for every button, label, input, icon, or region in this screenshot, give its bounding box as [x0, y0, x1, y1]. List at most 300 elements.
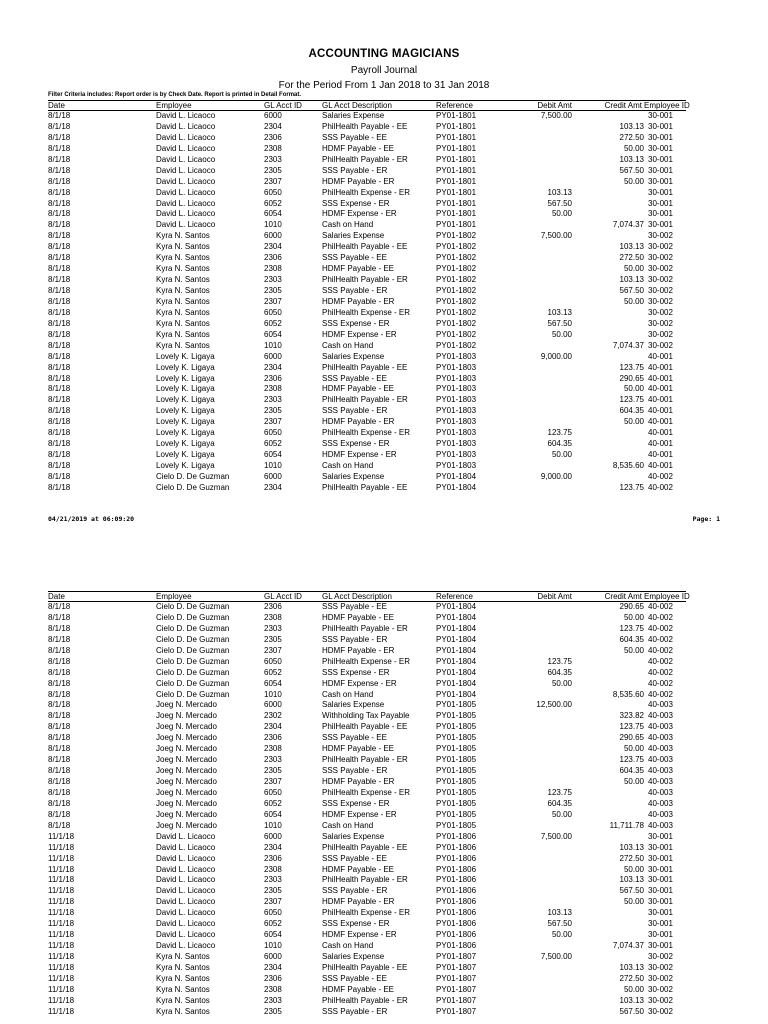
- cell-credit: 7,074.37: [612, 340, 644, 350]
- cell-gl-acct-description: SSS Payable - EE: [322, 602, 387, 611]
- cell-gl-acct-id: 2306: [264, 973, 282, 983]
- cell-employee-id: 40-001: [648, 406, 673, 416]
- cell-credit: 103.13: [619, 242, 644, 252]
- cell-reference: PY01-1807: [436, 984, 477, 994]
- cell-gl-acct-id: 2304: [264, 121, 282, 131]
- cell-employee: Kyra N. Santos: [156, 984, 210, 994]
- cell-gl-acct-description: PhilHealth Payable - EE: [322, 121, 408, 131]
- cell-credit: 290.65: [619, 733, 644, 743]
- cell-gl-acct-description: SSS Expense - ER: [322, 919, 390, 929]
- cell-date: 8/1/18: [48, 722, 71, 732]
- cell-gl-acct-description: HDMF Payable - ER: [322, 417, 395, 427]
- cell-date: 8/1/18: [48, 798, 71, 808]
- table-row: [48, 865, 686, 876]
- cell-debit: 9,000.00: [540, 351, 572, 361]
- table-row: [48, 341, 686, 352]
- table-row: [48, 352, 686, 363]
- cell-employee: David L. Licaoco: [156, 176, 216, 186]
- table-row: [48, 952, 686, 963]
- cell-reference: PY01-1802: [436, 307, 477, 317]
- cell-employee: Kyra N. Santos: [156, 318, 210, 328]
- cell-gl-acct-id: 6054: [264, 329, 282, 339]
- cell-reference: PY01-1806: [436, 930, 477, 940]
- table-row: [48, 821, 686, 832]
- table-row: [48, 209, 686, 220]
- cell-employee: Cielo D. De Guzman: [156, 678, 230, 688]
- cell-employee-id: 40-002: [648, 656, 673, 666]
- cell-debit: 7,500.00: [540, 231, 572, 241]
- table-row: [48, 330, 686, 341]
- table-row: [48, 963, 686, 974]
- cell-employee-id: 30-001: [648, 875, 673, 885]
- cell-gl-acct-description: HDMF Expense - ER: [322, 809, 397, 819]
- cell-gl-acct-description: SSS Payable - EE: [322, 853, 387, 863]
- cell-date: 8/1/18: [48, 111, 71, 120]
- cell-reference: PY01-1801: [436, 111, 477, 120]
- cell-employee: Cielo D. De Guzman: [156, 634, 230, 644]
- cell-gl-acct-description: PhilHealth Payable - ER: [322, 395, 408, 405]
- cell-reference: PY01-1806: [436, 941, 477, 951]
- table-body-page-1: [48, 111, 686, 494]
- cell-gl-acct-id: 6054: [264, 450, 282, 460]
- header-credit: Credit Amt: [604, 101, 642, 110]
- cell-date: 11/1/18: [48, 962, 75, 972]
- cell-reference: PY01-1805: [436, 755, 477, 765]
- cell-employee-id: 40-002: [648, 623, 673, 633]
- cell-reference: PY01-1802: [436, 318, 477, 328]
- cell-credit: 103.13: [619, 154, 644, 164]
- cell-credit: 50.00: [623, 264, 644, 274]
- table-row: [48, 308, 686, 319]
- cell-employee: David L. Licaoco: [156, 165, 216, 175]
- cell-gl-acct-description: Salaries Expense: [322, 111, 385, 120]
- cell-employee-id: 40-003: [648, 722, 673, 732]
- cell-gl-acct-description: PhilHealth Payable - EE: [322, 722, 408, 732]
- table-row: [48, 472, 686, 483]
- cell-employee: Cielo D. De Guzman: [156, 667, 230, 677]
- table-row: [48, 679, 686, 690]
- table-row: [48, 450, 686, 461]
- cell-reference: PY01-1805: [436, 809, 477, 819]
- cell-credit: 7,074.37: [612, 220, 644, 230]
- cell-employee: Joeg N. Mercado: [156, 798, 217, 808]
- cell-employee-id: 30-002: [648, 984, 673, 994]
- cell-employee-id: 30-002: [648, 995, 673, 1005]
- cell-gl-acct-description: HDMF Payable - ER: [322, 176, 395, 186]
- cell-reference: PY01-1805: [436, 777, 477, 786]
- cell-gl-acct-id: 2306: [264, 853, 282, 863]
- cell-gl-acct-description: PhilHealth Payable - EE: [322, 482, 408, 492]
- cell-employee-id: 30-001: [648, 930, 673, 940]
- cell-reference: PY01-1801: [436, 143, 477, 153]
- cell-gl-acct-id: 6000: [264, 700, 282, 710]
- cell-employee-id: 30-001: [648, 941, 673, 951]
- cell-reference: PY01-1803: [436, 351, 477, 361]
- cell-employee-id: 30-002: [648, 340, 673, 350]
- cell-gl-acct-id: 6054: [264, 678, 282, 688]
- cell-gl-acct-id: 6050: [264, 187, 282, 197]
- cell-credit: 7,074.37: [612, 941, 644, 951]
- cell-gl-acct-id: 2303: [264, 755, 282, 765]
- cell-gl-acct-description: Salaries Expense: [322, 700, 385, 710]
- cell-credit: 50.00: [623, 296, 644, 306]
- cell-employee: David L. Licaoco: [156, 831, 216, 841]
- cell-debit: 50.00: [551, 678, 572, 688]
- cell-employee: David L. Licaoco: [156, 111, 216, 120]
- cell-gl-acct-id: 1010: [264, 941, 282, 951]
- cell-gl-acct-id: 6000: [264, 831, 282, 841]
- cell-gl-acct-id: 2307: [264, 176, 282, 186]
- cell-reference: PY01-1802: [436, 264, 477, 274]
- cell-employee: Cielo D. De Guzman: [156, 482, 230, 492]
- cell-gl-acct-id: 2308: [264, 264, 282, 274]
- cell-gl-acct-id: 2307: [264, 417, 282, 427]
- cell-date: 8/1/18: [48, 428, 71, 438]
- cell-date: 8/1/18: [48, 766, 71, 776]
- table-row: [48, 996, 686, 1007]
- cell-gl-acct-id: 2307: [264, 777, 282, 786]
- cell-employee-id: 40-001: [648, 395, 673, 405]
- cell-date: 8/1/18: [48, 787, 71, 797]
- cell-employee-id: 40-002: [648, 678, 673, 688]
- cell-gl-acct-id: 1010: [264, 461, 282, 470]
- cell-employee-id: 30-001: [648, 919, 673, 929]
- table-row: [48, 133, 686, 144]
- cell-employee: Joeg N. Mercado: [156, 777, 217, 786]
- cell-gl-acct-description: PhilHealth Expense - ER: [322, 307, 411, 317]
- cell-gl-acct-description: HDMF Payable - EE: [322, 984, 395, 994]
- cell-reference: PY01-1801: [436, 187, 477, 197]
- cell-employee: David L. Licaoco: [156, 886, 216, 896]
- cell-debit: 7,500.00: [540, 111, 572, 120]
- cell-employee-id: 40-003: [648, 809, 673, 819]
- cell-gl-acct-description: SSS Payable - ER: [322, 766, 388, 776]
- cell-credit: 103.13: [619, 962, 644, 972]
- cell-date: 8/1/18: [48, 154, 71, 164]
- cell-employee-id: 40-003: [648, 820, 673, 830]
- cell-employee-id: 40-002: [648, 612, 673, 622]
- cell-employee: Kyra N. Santos: [156, 275, 210, 285]
- cell-employee: Lovely K. Ligaya: [156, 439, 215, 449]
- header-debit: Debit Amt: [537, 592, 572, 601]
- cell-gl-acct-description: SSS Expense - ER: [322, 318, 390, 328]
- cell-employee: Cielo D. De Guzman: [156, 656, 230, 666]
- cell-reference: PY01-1802: [436, 242, 477, 252]
- cell-date: 8/1/18: [48, 362, 71, 372]
- cell-gl-acct-id: 2303: [264, 395, 282, 405]
- cell-gl-acct-id: 2305: [264, 634, 282, 644]
- cell-employee: Joeg N. Mercado: [156, 755, 217, 765]
- cell-employee-id: 40-001: [648, 439, 673, 449]
- cell-employee-id: 30-001: [648, 831, 673, 841]
- cell-date: 8/1/18: [48, 373, 71, 383]
- cell-date: 8/1/18: [48, 634, 71, 644]
- cell-reference: PY01-1801: [436, 176, 477, 186]
- cell-gl-acct-id: 6052: [264, 919, 282, 929]
- cell-date: 8/1/18: [48, 318, 71, 328]
- cell-reference: PY01-1806: [436, 897, 477, 907]
- table-row: [48, 188, 686, 199]
- cell-debit: 50.00: [551, 450, 572, 460]
- cell-gl-acct-description: PhilHealth Payable - ER: [322, 154, 408, 164]
- table-row: [48, 231, 686, 242]
- cell-employee-id: 30-002: [648, 296, 673, 306]
- cell-employee: Cielo D. De Guzman: [156, 602, 230, 611]
- cell-employee: Kyra N. Santos: [156, 340, 210, 350]
- cell-credit: 272.50: [619, 973, 644, 983]
- cell-debit: 604.35: [547, 667, 572, 677]
- cell-gl-acct-description: HDMF Payable - EE: [322, 143, 395, 153]
- cell-debit: 123.75: [547, 428, 572, 438]
- cell-date: 8/1/18: [48, 242, 71, 252]
- cell-gl-acct-id: 6050: [264, 656, 282, 666]
- cell-date: 8/1/18: [48, 602, 71, 611]
- cell-credit: 123.75: [619, 395, 644, 405]
- cell-debit: 123.75: [547, 656, 572, 666]
- cell-credit: 272.50: [619, 853, 644, 863]
- cell-reference: PY01-1802: [436, 340, 477, 350]
- header-employee-id: Employee ID: [644, 101, 690, 110]
- table-row: [48, 166, 686, 177]
- table-row: [48, 417, 686, 428]
- cell-employee: Cielo D. De Guzman: [156, 645, 230, 655]
- cell-gl-acct-id: 2304: [264, 962, 282, 972]
- cell-date: 8/1/18: [48, 296, 71, 306]
- cell-debit: 50.00: [551, 809, 572, 819]
- cell-date: 8/1/18: [48, 143, 71, 153]
- cell-date: 8/1/18: [48, 275, 71, 285]
- table-row: [48, 919, 686, 930]
- cell-reference: PY01-1803: [436, 406, 477, 416]
- cell-employee-id: 30-002: [648, 275, 673, 285]
- cell-gl-acct-description: HDMF Payable - EE: [322, 384, 395, 394]
- table-row: [48, 744, 686, 755]
- cell-credit: 272.50: [619, 132, 644, 142]
- cell-employee-id: 40-002: [648, 634, 673, 644]
- cell-credit: 604.35: [619, 406, 644, 416]
- cell-gl-acct-id: 6052: [264, 318, 282, 328]
- cell-gl-acct-description: PhilHealth Expense - ER: [322, 908, 411, 918]
- cell-employee: David L. Licaoco: [156, 121, 216, 131]
- cell-employee: Kyra N. Santos: [156, 973, 210, 983]
- cell-gl-acct-description: HDMF Expense - ER: [322, 209, 397, 219]
- cell-employee: Cielo D. De Guzman: [156, 623, 230, 633]
- cell-credit: 272.50: [619, 253, 644, 263]
- cell-employee-id: 30-001: [648, 165, 673, 175]
- cell-gl-acct-id: 2306: [264, 132, 282, 142]
- cell-gl-acct-description: HDMF Payable - ER: [322, 645, 395, 655]
- cell-gl-acct-id: 2308: [264, 864, 282, 874]
- cell-gl-acct-id: 2305: [264, 1006, 282, 1016]
- cell-date: 8/1/18: [48, 220, 71, 230]
- table-row: [48, 177, 686, 188]
- cell-gl-acct-description: PhilHealth Expense - ER: [322, 187, 411, 197]
- cell-gl-acct-id: 6052: [264, 198, 282, 208]
- cell-employee-id: 40-002: [648, 471, 673, 481]
- header-employee: Employee: [156, 101, 192, 110]
- cell-employee-id: 40-003: [648, 777, 673, 786]
- table-row: [48, 755, 686, 766]
- cell-employee-id: 30-001: [648, 209, 673, 219]
- table-row: [48, 286, 686, 297]
- cell-gl-acct-description: Cash on Hand: [322, 689, 374, 699]
- cell-gl-acct-description: PhilHealth Payable - EE: [322, 962, 408, 972]
- cell-debit: 103.13: [547, 908, 572, 918]
- cell-gl-acct-id: 2303: [264, 154, 282, 164]
- cell-credit: 123.75: [619, 722, 644, 732]
- cell-date: 8/1/18: [48, 286, 71, 295]
- cell-employee-id: 40-001: [648, 373, 673, 383]
- cell-reference: PY01-1803: [436, 461, 477, 470]
- cell-employee-id: 40-003: [648, 700, 673, 710]
- cell-gl-acct-description: Salaries Expense: [322, 471, 385, 481]
- cell-reference: PY01-1807: [436, 1006, 477, 1016]
- table-row: [48, 657, 686, 668]
- cell-date: 8/1/18: [48, 329, 71, 339]
- cell-gl-acct-id: 2306: [264, 733, 282, 743]
- cell-gl-acct-description: PhilHealth Expense - ER: [322, 428, 411, 438]
- cell-gl-acct-description: SSS Payable - ER: [322, 406, 388, 416]
- table-row: [48, 363, 686, 374]
- cell-employee-id: 30-001: [648, 886, 673, 896]
- cell-reference: PY01-1803: [436, 439, 477, 449]
- cell-gl-acct-id: 2307: [264, 296, 282, 306]
- cell-gl-acct-id: 2303: [264, 875, 282, 885]
- cell-reference: PY01-1805: [436, 820, 477, 830]
- cell-employee: David L. Licaoco: [156, 209, 216, 219]
- cell-reference: PY01-1805: [436, 722, 477, 732]
- table-row: [48, 974, 686, 985]
- cell-employee-id: 40-001: [648, 351, 673, 361]
- cell-date: 8/1/18: [48, 395, 71, 405]
- cell-gl-acct-id: 6052: [264, 439, 282, 449]
- cell-employee-id: 40-003: [648, 787, 673, 797]
- table-row: [48, 1007, 686, 1018]
- cell-reference: PY01-1803: [436, 417, 477, 427]
- cell-date: 11/1/18: [48, 930, 75, 940]
- cell-date: 11/1/18: [48, 1006, 75, 1016]
- cell-gl-acct-id: 2305: [264, 406, 282, 416]
- cell-credit: 123.75: [619, 362, 644, 372]
- cell-credit: 50.00: [623, 864, 644, 874]
- cell-employee-id: 30-002: [648, 318, 673, 328]
- table-row: [48, 319, 686, 330]
- cell-date: 8/1/18: [48, 678, 71, 688]
- cell-date: 8/1/18: [48, 264, 71, 274]
- cell-gl-acct-id: 2304: [264, 362, 282, 372]
- cell-gl-acct-description: PhilHealth Payable - ER: [322, 623, 408, 633]
- table-row: [48, 144, 686, 155]
- cell-employee-id: 30-002: [648, 286, 673, 295]
- cell-credit: 50.00: [623, 176, 644, 186]
- header-gl-acct-id: GL Acct ID: [264, 592, 302, 601]
- cell-gl-acct-id: 6050: [264, 787, 282, 797]
- cell-date: 11/1/18: [48, 973, 75, 983]
- table-row: [48, 777, 686, 788]
- cell-gl-acct-id: 2302: [264, 711, 282, 721]
- cell-reference: PY01-1802: [436, 275, 477, 285]
- cell-gl-acct-id: 2307: [264, 645, 282, 655]
- header-employee-id: Employee ID: [644, 592, 690, 601]
- cell-employee-id: 40-003: [648, 766, 673, 776]
- cell-employee: Lovely K. Ligaya: [156, 384, 215, 394]
- cell-gl-acct-id: 2303: [264, 623, 282, 633]
- cell-reference: PY01-1804: [436, 689, 477, 699]
- cell-date: 8/1/18: [48, 623, 71, 633]
- cell-gl-acct-description: Salaries Expense: [322, 351, 385, 361]
- cell-reference: PY01-1806: [436, 853, 477, 863]
- cell-gl-acct-description: PhilHealth Payable - ER: [322, 995, 408, 1005]
- cell-gl-acct-id: 2308: [264, 744, 282, 754]
- cell-employee: David L. Licaoco: [156, 864, 216, 874]
- cell-date: 11/1/18: [48, 908, 75, 918]
- cell-reference: PY01-1805: [436, 700, 477, 710]
- cell-credit: 290.65: [619, 373, 644, 383]
- table-row: [48, 733, 686, 744]
- cell-employee: Kyra N. Santos: [156, 329, 210, 339]
- cell-gl-acct-description: SSS Expense - ER: [322, 198, 390, 208]
- cell-gl-acct-id: 2305: [264, 286, 282, 295]
- cell-employee-id: 40-002: [648, 482, 673, 492]
- table-row: [48, 722, 686, 733]
- cell-employee-id: 30-001: [648, 864, 673, 874]
- cell-gl-acct-description: SSS Expense - ER: [322, 667, 390, 677]
- cell-gl-acct-description: Cash on Hand: [322, 340, 374, 350]
- cell-gl-acct-description: PhilHealth Expense - ER: [322, 656, 411, 666]
- cell-date: 8/1/18: [48, 187, 71, 197]
- cell-gl-acct-description: PhilHealth Expense - ER: [322, 787, 411, 797]
- cell-employee-id: 40-003: [648, 733, 673, 743]
- cell-debit: 9,000.00: [540, 471, 572, 481]
- cell-gl-acct-id: 6052: [264, 798, 282, 808]
- cell-debit: 604.35: [547, 798, 572, 808]
- cell-date: 8/1/18: [48, 612, 71, 622]
- cell-employee-id: 40-001: [648, 362, 673, 372]
- table-row: [48, 395, 686, 406]
- table-row: [48, 406, 686, 417]
- cell-credit: 290.65: [619, 602, 644, 611]
- cell-reference: PY01-1807: [436, 952, 477, 961]
- cell-employee-id: 30-001: [648, 121, 673, 131]
- cell-employee-id: 30-002: [648, 329, 673, 339]
- cell-credit: 567.50: [619, 286, 644, 295]
- table-row: [48, 886, 686, 897]
- cell-employee: Kyra N. Santos: [156, 995, 210, 1005]
- cell-employee: Lovely K. Ligaya: [156, 351, 215, 361]
- cell-reference: PY01-1801: [436, 165, 477, 175]
- table-row: [48, 602, 686, 613]
- header-debit: Debit Amt: [537, 101, 572, 110]
- cell-reference: PY01-1805: [436, 711, 477, 721]
- cell-debit: 567.50: [547, 318, 572, 328]
- cell-gl-acct-description: Cash on Hand: [322, 220, 374, 230]
- cell-gl-acct-id: 2305: [264, 886, 282, 896]
- cell-reference: PY01-1802: [436, 286, 477, 295]
- cell-gl-acct-id: 6050: [264, 307, 282, 317]
- journal-table-page-2: [48, 591, 690, 1018]
- cell-reference: PY01-1805: [436, 733, 477, 743]
- cell-reference: PY01-1803: [436, 362, 477, 372]
- cell-reference: PY01-1804: [436, 656, 477, 666]
- cell-date: 11/1/18: [48, 875, 75, 885]
- cell-date: 11/1/18: [48, 842, 75, 852]
- cell-gl-acct-id: 2305: [264, 165, 282, 175]
- cell-date: 11/1/18: [48, 853, 75, 863]
- cell-employee-id: 30-001: [648, 143, 673, 153]
- cell-employee: David L. Licaoco: [156, 132, 216, 142]
- cell-employee: Joeg N. Mercado: [156, 787, 217, 797]
- cell-gl-acct-description: SSS Payable - EE: [322, 132, 387, 142]
